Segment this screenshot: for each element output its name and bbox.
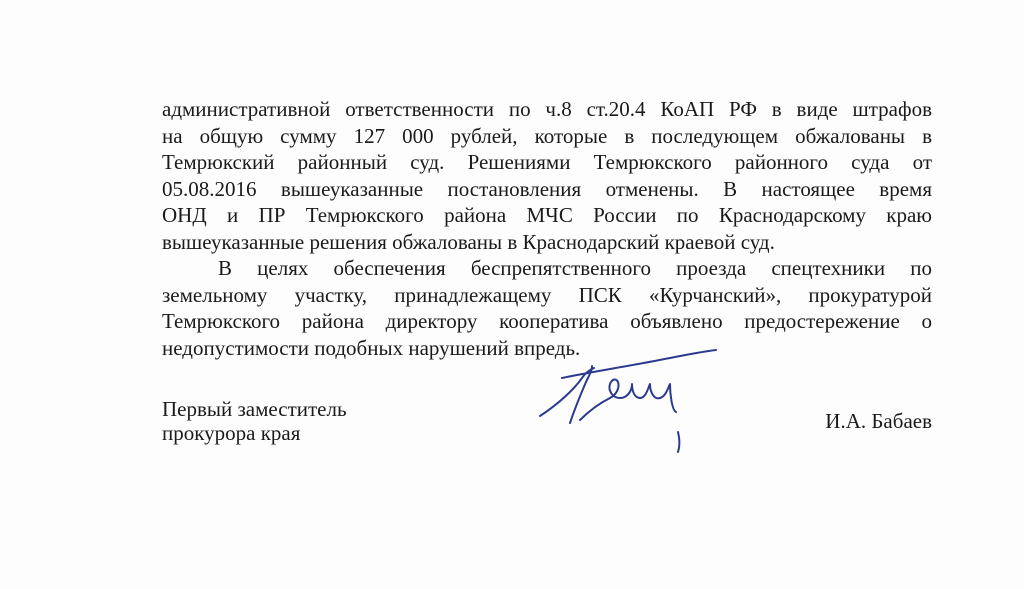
text-line: земельному участку, принадлежащему ПСК «Курчанский», прокуратурой [162, 282, 932, 307]
text-line: вышеуказанные решения обжалованы в Краснодарский краевой суд. [162, 229, 775, 254]
document-body [162, 96, 932, 361]
paragraph-2 [162, 255, 932, 361]
signatory-name: И.А. Бабаев [825, 409, 932, 433]
text-line: на общую сумму 127 000 рублей, которые в последующем обжалованы в [162, 123, 932, 148]
handwritten-signature [520, 348, 720, 458]
text-line: Темрюкский районный суд. Решениями Темрюкского районного суда от [162, 150, 932, 174]
text-line: административной ответственности по ч.8 ст.20.4 КоАП РФ в виде штрафов [162, 97, 932, 121]
text-line: Темрюкского района директору кооператива объявлено предостережение о [162, 309, 932, 333]
paragraph-1 [162, 96, 932, 255]
position-title-line-1: Первый заместитель [162, 397, 347, 421]
text-line: ОНД и ПР Темрюкского района МЧС России по Краснодарскому краю [162, 203, 932, 227]
position-title-line-2: прокурора края [162, 421, 301, 445]
text-line: 05.08.2016 вышеуказанные постановления отменены. В настоящее время [162, 176, 932, 201]
text-line: недопустимости подобных нарушений впредь. [162, 335, 581, 360]
text-line: В целях обеспечения беспрепятственного проезда спецтехники по [218, 256, 932, 280]
